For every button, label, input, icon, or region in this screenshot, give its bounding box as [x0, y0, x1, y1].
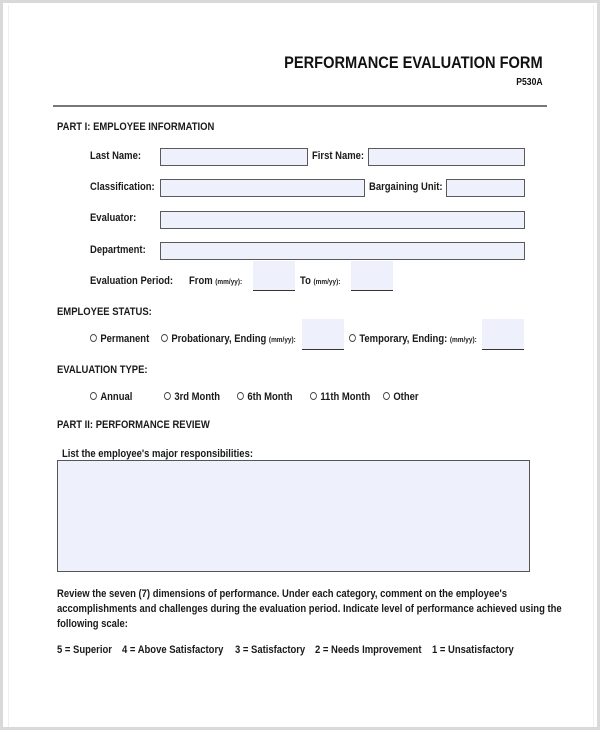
employee-status-heading: [57, 306, 167, 318]
temporary-end-date-field[interactable]: [482, 319, 524, 350]
part1-heading: [57, 121, 240, 133]
status-probationary-label: Probationary, Ending: [171, 333, 267, 345]
type-3rd-month-radio[interactable]: [164, 391, 229, 403]
scale-needs-improvement-text: 2 = Needs Improvement: [315, 644, 422, 656]
status-temporary-label: Temporary, Ending:: [359, 333, 448, 345]
scale-satisfactory: [235, 644, 317, 656]
first-name-label-text: First Name:: [312, 150, 365, 162]
bargaining-unit-label: [369, 181, 455, 193]
type-other-radio[interactable]: [383, 391, 424, 403]
from-label-text: From: [189, 275, 213, 287]
evaluation-period-label: [90, 275, 187, 287]
part2-heading-text: PART II: PERFORMANCE REVIEW: [57, 419, 210, 431]
type-annual-label: Annual: [100, 391, 133, 403]
department-field[interactable]: [160, 242, 525, 260]
to-date-field[interactable]: [351, 261, 393, 291]
type-annual-radio[interactable]: [90, 391, 139, 403]
instructions-line-3: following scale:: [57, 618, 128, 630]
status-temporary-radio[interactable]: [349, 333, 498, 345]
from-date-field[interactable]: [253, 261, 295, 291]
scale-superior: [57, 644, 121, 656]
scale-unsatisfactory-text: 1 = Unsatisfactory: [432, 644, 514, 656]
instructions-line-1: Review the seven (7) dimensions of performance. Under each category, comment on the employee's: [57, 588, 507, 600]
status-permanent-label: Permanent: [100, 333, 150, 345]
radio-circle-icon: [164, 392, 171, 400]
to-label: [300, 275, 347, 287]
evaluation-period-label-text: Evaluation Period:: [90, 275, 174, 287]
scale-unsatisfactory: [432, 644, 527, 656]
first-name-label: [312, 150, 373, 162]
responsibilities-label: [62, 448, 284, 460]
scale-above-satisfactory: [122, 644, 240, 656]
form-title-text: PERFORMANCE EVALUATION FORM: [284, 53, 543, 72]
radio-circle-icon: [90, 334, 97, 342]
evaluator-label: [90, 212, 144, 224]
form-code-text: P530A: [516, 77, 543, 88]
type-6th-month-radio[interactable]: [237, 391, 302, 403]
to-format-hint: (mm/yy):: [313, 277, 341, 286]
responsibilities-label-text: List the employee's major responsibilities:: [62, 448, 253, 460]
type-11th-month-radio[interactable]: [310, 391, 380, 403]
radio-circle-icon: [310, 392, 317, 400]
instructions-paragraph: [57, 587, 600, 632]
from-label: [189, 275, 251, 287]
evaluation-type-heading-text: EVALUATION TYPE:: [57, 364, 148, 376]
classification-label: [90, 181, 165, 193]
probationary-format-hint: (mm/yy):: [268, 335, 296, 344]
first-name-field[interactable]: [368, 148, 525, 166]
form-code: [512, 77, 543, 88]
radio-circle-icon: [383, 392, 390, 400]
type-other-label: Other: [393, 391, 419, 403]
scale-superior-text: 5 = Superior: [57, 644, 112, 656]
last-name-label-text: Last Name:: [90, 150, 141, 162]
radio-circle-icon: [90, 392, 97, 400]
evaluator-label-text: Evaluator:: [90, 212, 137, 224]
scale-needs-improvement: [315, 644, 439, 656]
part1-heading-text: PART I: EMPLOYEE INFORMATION: [57, 121, 215, 133]
radio-circle-icon: [237, 392, 244, 400]
evaluation-type-heading: [57, 364, 162, 376]
last-name-label: [90, 150, 149, 162]
type-6th-month-label: 6th Month: [247, 391, 293, 403]
probationary-end-date-field[interactable]: [302, 319, 344, 350]
status-permanent-radio[interactable]: [90, 333, 159, 345]
bargaining-unit-field[interactable]: [446, 179, 525, 197]
evaluator-field[interactable]: [160, 211, 525, 229]
last-name-field[interactable]: [160, 148, 308, 166]
instructions-line-2: accomplishments and challenges during the evaluation period. Indicate level of performance achieved using the: [57, 603, 562, 615]
employee-status-heading-text: EMPLOYEE STATUS:: [57, 306, 152, 318]
radio-circle-icon: [161, 334, 168, 342]
department-label: [90, 244, 155, 256]
type-11th-month-label: 11th Month: [320, 391, 371, 403]
form-title: [242, 53, 543, 73]
responsibilities-textarea[interactable]: [57, 460, 530, 572]
classification-label-text: Classification:: [90, 181, 155, 193]
type-3rd-month-label: 3rd Month: [174, 391, 221, 403]
bargaining-unit-label-text: Bargaining Unit:: [369, 181, 443, 193]
from-format-hint: (mm/yy):: [215, 277, 243, 286]
status-probationary-radio[interactable]: [161, 333, 318, 345]
to-label-text: To: [300, 275, 311, 287]
scale-satisfactory-text: 3 = Satisfactory: [235, 644, 306, 656]
header-divider: [53, 105, 547, 107]
radio-circle-icon: [349, 334, 356, 342]
part2-heading: [57, 419, 235, 431]
scale-above-satisfactory-text: 4 = Above Satisfactory: [122, 644, 224, 656]
temporary-format-hint: (mm/yy):: [449, 335, 477, 344]
classification-field[interactable]: [160, 179, 365, 197]
department-label-text: Department:: [90, 244, 146, 256]
